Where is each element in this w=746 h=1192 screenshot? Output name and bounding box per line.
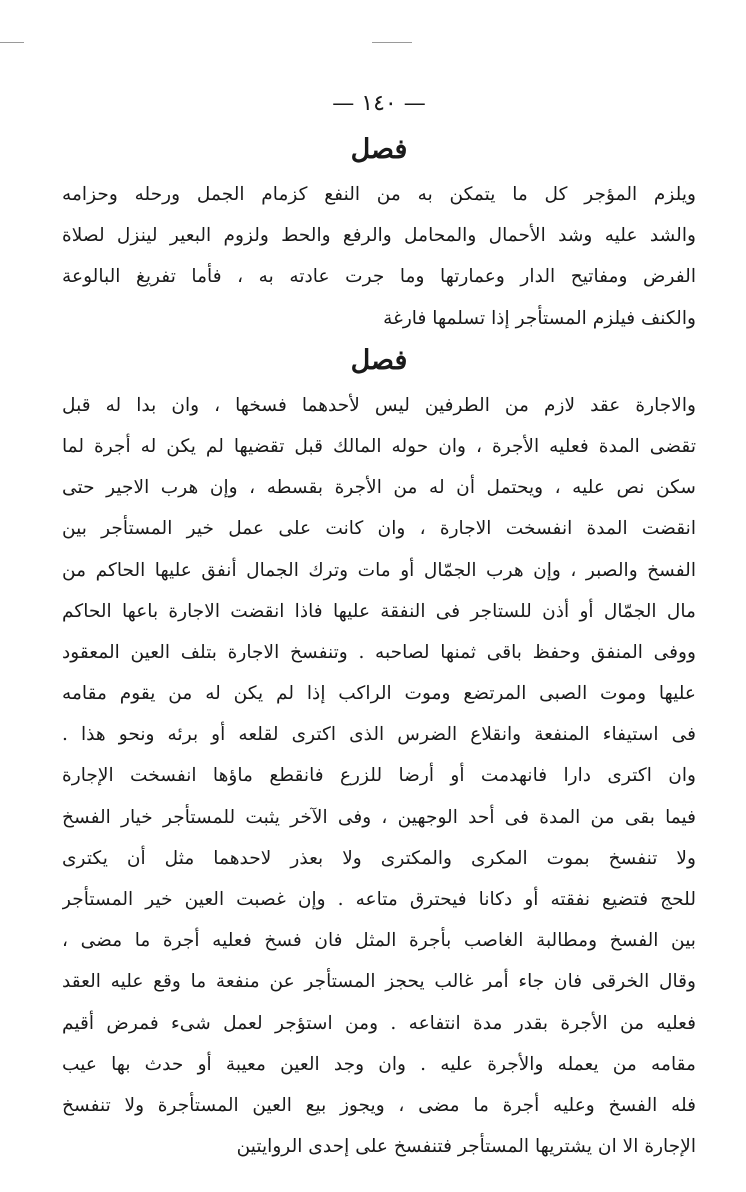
section-heading: فصل <box>350 134 408 165</box>
text-line: والاجارة عقد لازم من الطرفين ليس لأحدهما فسخها ، وان بدا له قبل <box>62 394 696 416</box>
text-line: تقضى المدة فعليه الأجرة ، وان حوله المالك قبل تقضيها لم يكن له أجرة لما <box>62 435 696 457</box>
text-line: ووفى المنفق وحفظ باقى ثمنها لصاحبه . وتنفسخ الاجارة بتلف العين المعقود <box>62 641 696 663</box>
text-line: فعليه من الأجرة بقدر مدة انتفاعه . ومن استؤجر لعمل شىء فمرض أقيم <box>62 1012 696 1034</box>
section-body <box>62 385 696 1168</box>
text-line: سكن نص عليه ، ويحتمل أن له من الأجرة بقسطه ، وإن هرب الاجير حتى <box>62 477 696 499</box>
text-line: ولا تنفسخ بموت المكرى والمكترى ولا بعذر لاحدهما مثل أن يكترى <box>62 847 696 869</box>
section-heading: فصل <box>350 344 408 376</box>
text-line: ويلزم المؤجر كل ما يتمكن به من النفع كزمام الجمل ورحله وحزامه <box>62 184 696 205</box>
text-line: والشد عليه وشد الأحمال والمحامل والرفع والحط ولزوم البعير لينزل لصلاة <box>62 225 696 247</box>
text-line: والكنف فيلزم المستأجر إذا تسلمها فارغة <box>383 307 696 329</box>
text-line: انقضت المدة انفسخت الاجارة ، وان كانت على عمل خير المستأجر بين <box>62 518 696 540</box>
text-line: الإجارة الا ان يشتريها المستأجر فتنفسخ على إحدى الروايتين <box>236 1136 696 1158</box>
section <box>62 130 696 339</box>
scan-margin-mark <box>372 42 412 43</box>
text-line: للحج فتضيع نفقته أو دكانا فيحترق متاعه . وإن غصبت العين خير المستأجر <box>62 889 696 910</box>
text-line: بين الفسخ ومطالبة الغاصب بأجرة المثل فان فسخ فعليه أجرة ما مضى ، <box>62 930 696 952</box>
text-line: فى استيفاء المنفعة وانقلاع الضرس الذى اكترى لقلعه أو برئه ونحو هذا . <box>62 724 696 746</box>
text-line: فله الفسخ وعليه أجرة ما مضى ، ويجوز بيع العين المستأجرة ولا تنفسخ <box>62 1094 696 1116</box>
text-line: مال الجمّال أو أذن للستاجر فى النفقة عليها فاذا انقضت الاجارة باعها الحاكم <box>62 600 696 622</box>
text-line: فيما بقى من المدة فى أحد الوجهين ، وفى الآخر يثبت للمستأجر خيار الفسخ <box>62 806 696 828</box>
section <box>62 341 696 1168</box>
text-line: وان اكترى دارا فانهدمت أو أرضا للزرع فانقطع ماؤها انفسخت الإجارة <box>62 765 696 787</box>
scan-margin-mark <box>0 42 24 43</box>
book-page <box>62 88 696 1167</box>
text-line: وقال الخرقى فان جاء أمر غالب يحجز المستأجر عن منفعة ما وقع عليه العقد <box>62 971 696 993</box>
text-line: مقامه من يعمله والأجرة عليه . وان وجد العين معيبة أو حدث بها عيب <box>62 1053 696 1075</box>
section-body <box>62 174 696 339</box>
text-line: الفرض ومفاتيح الدار وعمارتها وما جرت عادته به ، فأما تفريغ البالوعة <box>62 266 696 288</box>
page-number: — ١٤٠ — <box>332 91 426 116</box>
text-line: عليها وموت الصبى المرتضع وموت الراكب إذا لم يكن له من يقوم مقامه <box>62 683 696 705</box>
text-line: الفسخ والصبر ، وإن هرب الجمّال أو مات وترك الجمال أنفق عليها الحاكم من <box>62 559 696 581</box>
